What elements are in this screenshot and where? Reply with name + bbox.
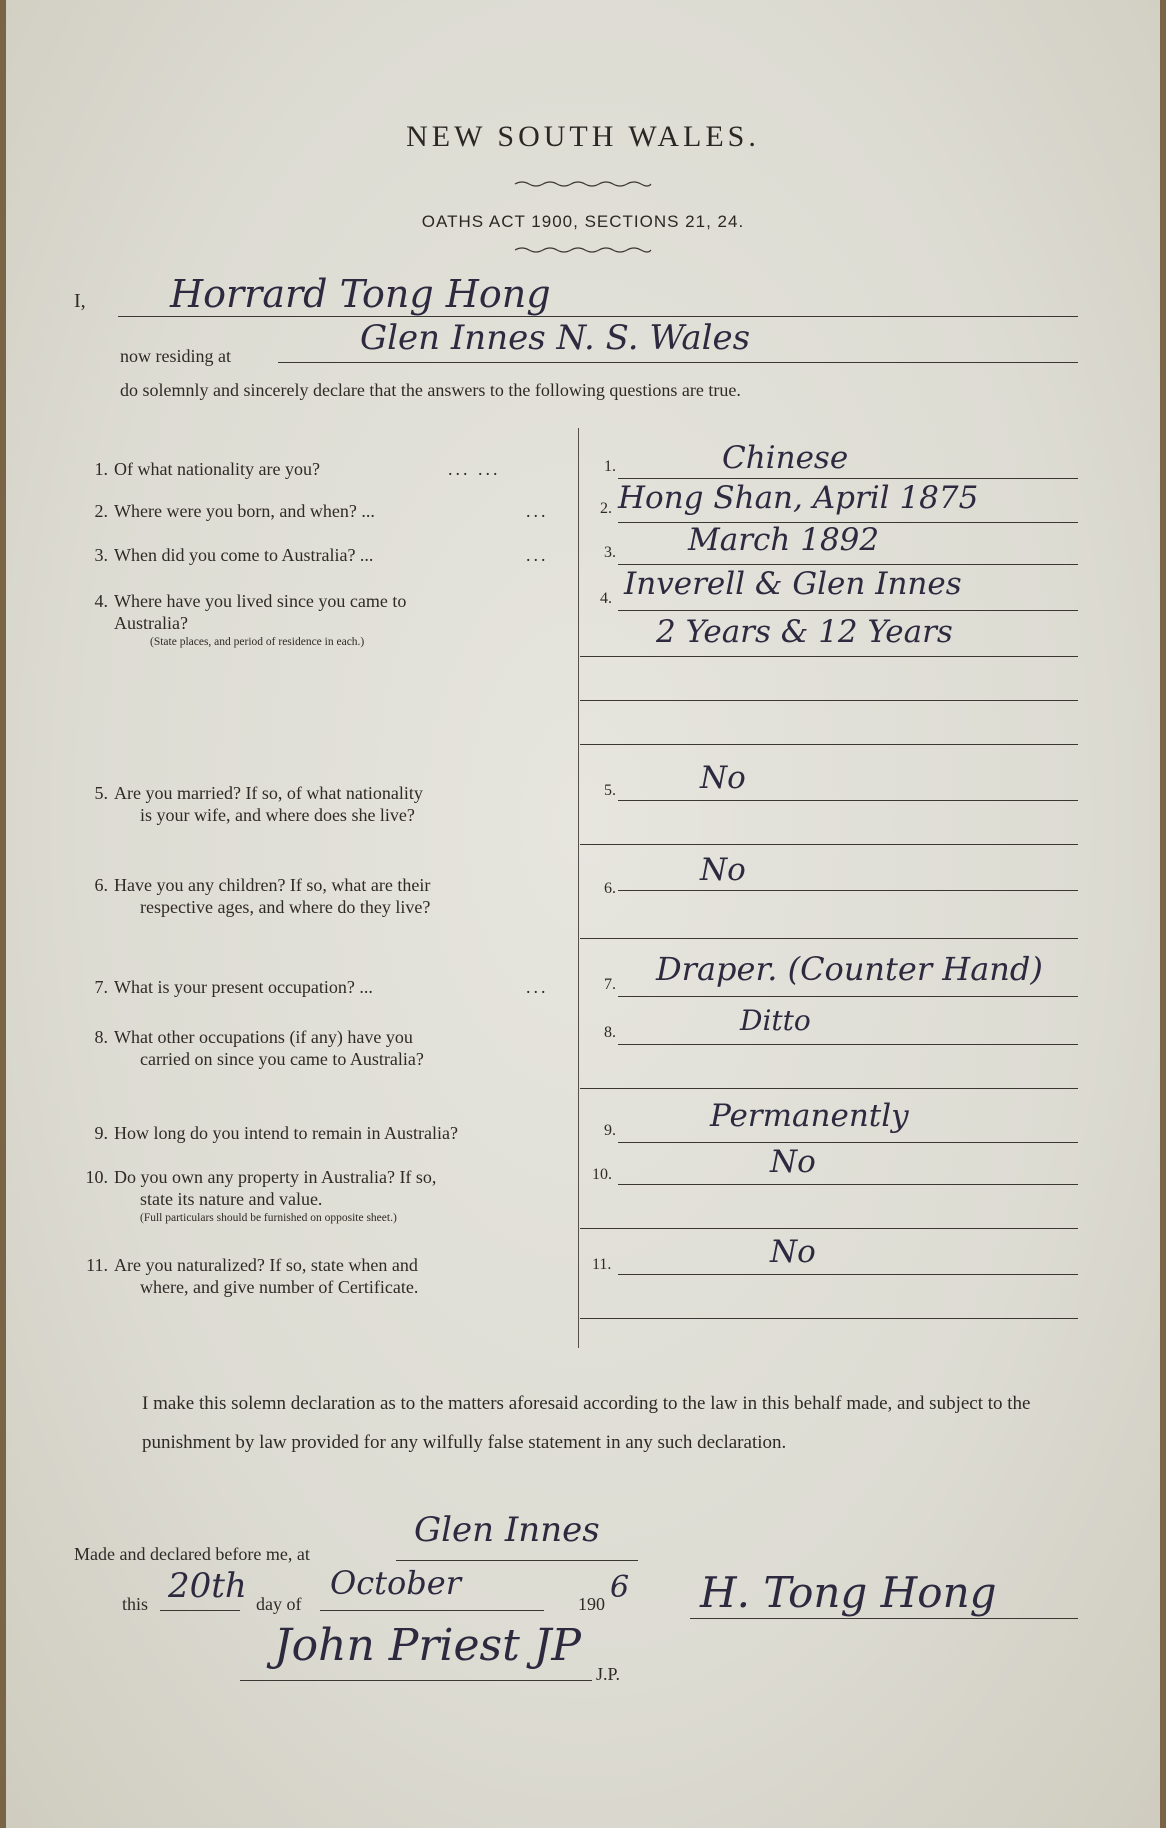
answer-4-cont: 2 Years & 12 Years xyxy=(656,614,953,650)
i-label: I, xyxy=(74,290,86,312)
answer-9: Permanently xyxy=(710,1098,909,1134)
answer-line xyxy=(618,800,1078,801)
answer-line xyxy=(580,844,1078,845)
answer-number: 5. xyxy=(604,782,616,799)
question-number: 10. xyxy=(85,1167,108,1187)
question-text: Of what nationality are you? xyxy=(114,459,320,479)
answer-8: Ditto xyxy=(740,1004,811,1037)
answer-5: No xyxy=(700,760,746,796)
question-note: (Full particulars should be furnished on opposite sheet.) xyxy=(140,1212,397,1224)
answer-number: 6. xyxy=(604,880,616,897)
question-number: 4. xyxy=(94,591,108,611)
declaration-place: Glen Innes xyxy=(414,1510,600,1550)
answer-line xyxy=(580,1088,1078,1089)
question-5 xyxy=(78,782,568,826)
declaration-text: do solemnly and sincerely declare that the answers to the following questions are true. xyxy=(120,380,741,400)
question-text: Do you own any property in Australia? If so, xyxy=(114,1167,437,1187)
question-2 xyxy=(78,500,568,522)
answer-10: No xyxy=(770,1144,816,1180)
year-suffix: 6 xyxy=(610,1570,630,1605)
answer-line xyxy=(618,478,1078,479)
answer-number: 9. xyxy=(604,1122,616,1139)
closing-paragraph: I make this solemn declaration as to the matters aforesaid according to the law in this behalf made, and subject to the punishment by law provided for any wilfully false statement in any such declaration. xyxy=(142,1393,1031,1453)
answer-line xyxy=(580,1318,1078,1319)
question-text: Where have you lived since you came to xyxy=(114,591,407,611)
question-text: What is your present occupation? ... xyxy=(114,977,373,997)
day-of-label: day of xyxy=(256,1594,302,1614)
question-number: 9. xyxy=(94,1123,108,1143)
question-text: Have you any children? If so, what are their xyxy=(114,875,431,895)
question-3 xyxy=(78,544,568,566)
year-prefix: 190 xyxy=(578,1594,605,1614)
answer-11: No xyxy=(770,1234,816,1270)
question-text-cont: is your wife, and where does she live? xyxy=(140,805,415,825)
declarant-signature-line xyxy=(690,1618,1078,1619)
declaration-day: 20th xyxy=(168,1566,247,1606)
answer-line xyxy=(618,610,1078,611)
residence-line xyxy=(278,362,1078,363)
jp-label: J.P. xyxy=(596,1664,621,1684)
leader-dots: ... ... xyxy=(448,459,501,479)
this-label: this xyxy=(122,1594,149,1614)
question-8 xyxy=(78,1026,568,1070)
question-text-cont: carried on since you came to Australia? xyxy=(140,1049,424,1069)
leader-dots: ... xyxy=(526,977,549,997)
title-flourish xyxy=(513,180,653,188)
answer-line xyxy=(618,1044,1078,1045)
question-number: 2. xyxy=(94,501,108,521)
answer-number: 2. xyxy=(600,500,612,517)
form-title: NEW SOUTH WALES. xyxy=(406,120,760,153)
answer-line xyxy=(580,938,1078,939)
column-divider xyxy=(578,428,579,1348)
paper-edge-right xyxy=(1160,0,1166,1828)
declarant-signature: H. Tong Hong xyxy=(700,1568,997,1617)
form-subtitle: OATHS ACT 1900, SECTIONS 21, 24. xyxy=(421,212,745,231)
jp-signature-line xyxy=(240,1680,592,1681)
question-text: How long do you intend to remain in Australia? xyxy=(114,1123,458,1143)
question-text: Are you naturalized? If so, state when and xyxy=(114,1255,418,1275)
question-text-cont: Australia? xyxy=(114,613,188,633)
made-declared-label: Made and declared before me, at xyxy=(74,1544,310,1564)
answer-1: Chinese xyxy=(722,440,849,476)
answer-line xyxy=(580,700,1078,701)
answer-4: Inverell & Glen Innes xyxy=(624,566,962,602)
question-10 xyxy=(78,1166,568,1226)
question-number: 5. xyxy=(94,783,108,803)
residing-label: now residing at xyxy=(120,346,231,366)
question-number: 8. xyxy=(94,1027,108,1047)
question-4 xyxy=(78,590,568,650)
answer-line xyxy=(618,996,1078,997)
question-text: What other occupations (if any) have you xyxy=(114,1027,413,1047)
paper-edge-left xyxy=(0,0,6,1828)
answer-number: 4. xyxy=(600,590,612,607)
question-text-cont: where, and give number of Certificate. xyxy=(140,1277,419,1297)
answer-number: 3. xyxy=(604,544,616,561)
question-text: When did you come to Australia? ... xyxy=(114,545,374,565)
answer-line xyxy=(580,656,1078,657)
month-line xyxy=(320,1610,544,1611)
answer-2: Hong Shan, April 1875 xyxy=(618,480,979,516)
leader-dots: ... xyxy=(526,501,549,521)
answer-line xyxy=(618,1184,1078,1185)
question-text: Are you married? If so, of what nationality xyxy=(114,783,423,803)
question-1 xyxy=(78,458,568,480)
leader-dots: ... xyxy=(526,545,549,565)
name-line xyxy=(118,316,1078,317)
question-note: (State places, and period of residence in each.) xyxy=(150,636,365,648)
question-number: 1. xyxy=(94,459,108,479)
question-number: 7. xyxy=(94,977,108,997)
answer-number: 10. xyxy=(592,1166,612,1183)
question-6 xyxy=(78,874,568,918)
question-7 xyxy=(78,976,568,998)
answer-7: Draper. (Counter Hand) xyxy=(656,950,1043,988)
jp-signature: John Priest JP xyxy=(274,1620,582,1671)
question-number: 6. xyxy=(94,875,108,895)
residence: Glen Innes N. S. Wales xyxy=(360,318,751,358)
answer-line xyxy=(618,890,1078,891)
answer-6: No xyxy=(700,852,746,888)
answer-line xyxy=(618,1274,1078,1275)
question-text: Where were you born, and when? ... xyxy=(114,501,375,521)
answer-line xyxy=(580,1228,1078,1229)
answer-line xyxy=(580,744,1078,745)
day-line xyxy=(160,1610,240,1611)
place-line xyxy=(396,1560,638,1561)
answer-number: 7. xyxy=(604,976,616,993)
subtitle-flourish xyxy=(513,246,653,254)
declaration-month: October xyxy=(330,1564,461,1602)
answer-number: 1. xyxy=(604,458,616,475)
question-number: 11. xyxy=(86,1255,108,1275)
answer-number: 8. xyxy=(604,1024,616,1041)
question-11 xyxy=(78,1254,568,1298)
question-text-cont: state its nature and value. xyxy=(140,1189,323,1209)
declarant-name: Horrard Tong Hong xyxy=(170,272,551,316)
question-9 xyxy=(78,1122,568,1144)
question-text-cont: respective ages, and where do they live? xyxy=(140,897,431,917)
question-number: 3. xyxy=(94,545,108,565)
answer-3: March 1892 xyxy=(688,522,880,558)
answer-number: 11. xyxy=(592,1256,612,1273)
answer-line xyxy=(618,1142,1078,1143)
answer-line xyxy=(618,564,1078,565)
